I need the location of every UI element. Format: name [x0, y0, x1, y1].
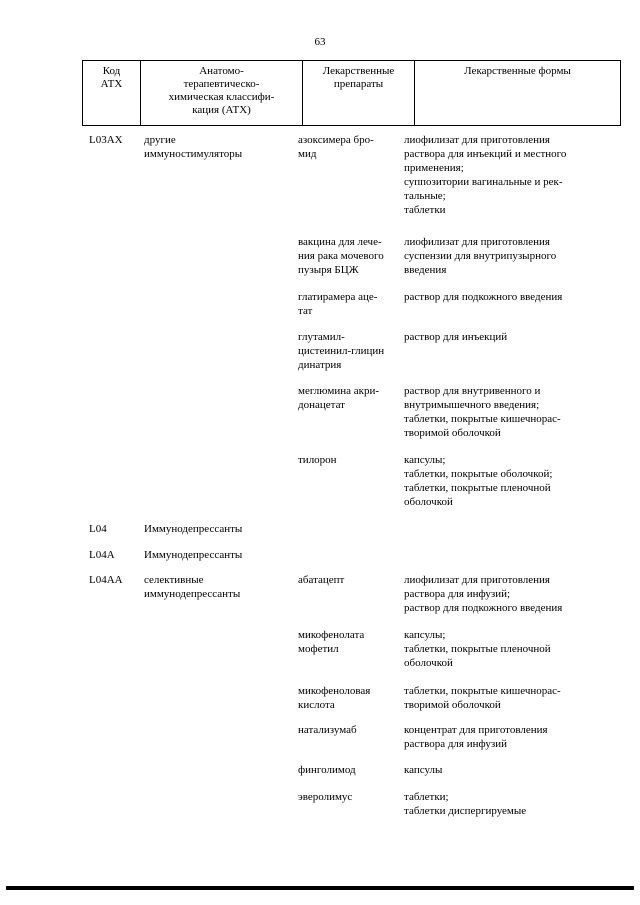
classification-cell-line: селективные	[144, 574, 204, 586]
drug-cell-line: тилорон	[298, 454, 337, 466]
drug-cell-line: глатирамера аце-	[298, 291, 378, 303]
classification-cell	[144, 573, 294, 601]
drug-cell-line: эверолимус	[298, 791, 353, 803]
drug-cell	[298, 684, 400, 712]
dosage-forms-cell-line: таблетки	[404, 204, 446, 216]
drug-cell-line: пузыря БЦЖ	[298, 264, 359, 276]
dosage-forms-cell-line: оболочкой	[404, 496, 453, 508]
drug-cell	[298, 453, 400, 467]
drug-cell-line: глутамил-	[298, 331, 345, 343]
dosage-forms-cell-line: творимой оболочкой	[404, 427, 501, 439]
header-line: Лекарственные	[322, 65, 395, 77]
dosage-forms-cell-line: раствор для подкожного введения	[404, 602, 563, 614]
drug-cell-line: ния рака мочевого	[298, 250, 384, 262]
dosage-forms-cell-line: лиофилизат для приготовления	[404, 236, 550, 248]
drug-cell-line: азоксимера бро-	[298, 134, 374, 146]
dosage-forms-cell	[404, 384, 604, 440]
header-classification	[141, 61, 303, 126]
dosage-forms-cell	[404, 723, 604, 751]
classification-cell-line: иммуностимуляторы	[144, 148, 243, 160]
dosage-forms-cell-line: лиофилизат для приготовления	[404, 134, 550, 146]
dosage-forms-cell-line: применения;	[404, 162, 464, 174]
header-line: химическая классифи-	[168, 91, 275, 103]
dosage-forms-cell-line: раствора для инфузий;	[404, 588, 511, 600]
drug-cell	[298, 790, 400, 804]
dosage-forms-cell-line: суппозитории вагинальные и рек-	[404, 176, 563, 188]
dosage-forms-cell-line: таблетки диспергируемые	[404, 805, 527, 817]
dosage-forms-cell-line: раствор для подкожного введения	[404, 291, 563, 303]
drug-cell-line: донацетат	[298, 399, 345, 411]
drug-cell-line: абатацепт	[298, 574, 345, 586]
header-line: Код	[102, 65, 121, 77]
drug-cell	[298, 384, 400, 412]
dosage-forms-cell-line: капсулы	[404, 764, 443, 776]
header-drugs	[303, 61, 415, 126]
dosage-forms-cell-line: оболочкой	[404, 657, 453, 669]
classification-cell	[144, 548, 294, 562]
drug-cell	[298, 133, 400, 161]
header-line: препараты	[333, 78, 384, 90]
drug-cell-line: натализумаб	[298, 724, 357, 736]
drug-cell	[298, 290, 400, 318]
page-number: 63	[314, 36, 326, 48]
classification-cell-line: другие	[144, 134, 176, 146]
atc-code: L04	[89, 523, 107, 535]
drug-cell	[298, 573, 400, 587]
dosage-forms-cell	[404, 628, 604, 670]
dosage-forms-cell	[404, 290, 604, 304]
dosage-forms-cell-line: суспензии для внутрипузырного	[404, 250, 557, 262]
header-code	[83, 61, 141, 126]
drug-cell-line: микофенолата	[298, 629, 365, 641]
dosage-forms-cell-line: капсулы;	[404, 454, 446, 466]
dosage-forms-cell-line: таблетки, покрытые кишечнорас-	[404, 685, 561, 697]
drug-cell-line: меглюмина акри-	[298, 385, 380, 397]
dosage-forms-cell	[404, 453, 604, 509]
dosage-forms-cell	[404, 763, 604, 777]
dosage-forms-cell-line: раствора для инъекций и местного	[404, 148, 567, 160]
classification-cell-line: Иммунодепрессанты	[144, 549, 243, 561]
dosage-forms-cell-line: раствор для внутривенного и	[404, 385, 541, 397]
dosage-forms-cell-line: тальные;	[404, 190, 446, 202]
atc-code: L03AX	[89, 134, 123, 146]
drug-cell	[298, 763, 400, 777]
drug-cell	[298, 330, 400, 372]
drug-cell-line: микофеноловая	[298, 685, 371, 697]
drug-cell	[298, 723, 400, 737]
dosage-forms-cell-line: концентрат для приготовления	[404, 724, 548, 736]
bottom-rule	[6, 886, 634, 890]
dosage-forms-cell-line: таблетки, покрытые кишечнорас-	[404, 413, 561, 425]
dosage-forms-cell	[404, 235, 604, 277]
dosage-forms-cell-line: введения	[404, 264, 447, 276]
dosage-forms-cell-line: творимой оболочкой	[404, 699, 501, 711]
classification-cell-line: Иммунодепрессанты	[144, 523, 243, 535]
dosage-forms-cell-line: внутримышечного введения;	[404, 399, 540, 411]
atc-code: L04AA	[89, 574, 123, 586]
classification-cell-line: иммунодепрессанты	[144, 588, 241, 600]
classification-cell	[144, 133, 294, 161]
drug-cell-line: тат	[298, 305, 313, 317]
drug-cell-line: динатрия	[298, 359, 342, 371]
dosage-forms-cell-line: таблетки;	[404, 791, 449, 803]
classification-cell	[144, 522, 294, 536]
dosage-forms-cell-line: таблетки, покрытые оболочкой;	[404, 468, 553, 480]
header-line: Анатомо-	[199, 65, 244, 77]
drug-cell-line: мофетил	[298, 643, 339, 655]
dosage-forms-cell-line: лиофилизат для приготовления	[404, 574, 550, 586]
dosage-forms-cell	[404, 573, 604, 615]
dosage-forms-cell	[404, 133, 604, 217]
drug-cell-line: финголимод	[298, 764, 356, 776]
dosage-forms-cell-line: таблетки, покрытые пленочной	[404, 482, 551, 494]
header-line: Лекарственные формы	[464, 65, 571, 77]
drug-cell	[298, 628, 400, 656]
header-line: терапевтическо-	[183, 78, 260, 90]
table-header	[82, 60, 621, 126]
drug-cell-line: мид	[298, 148, 317, 160]
drug-cell-line: кислота	[298, 699, 335, 711]
header-forms	[415, 61, 621, 126]
drug-cell-line: вакцина для лече-	[298, 236, 382, 248]
dosage-forms-cell-line: капсулы;	[404, 629, 446, 641]
drug-cell	[298, 235, 400, 277]
dosage-forms-cell-line: раствора для инфузий	[404, 738, 507, 750]
dosage-forms-cell-line: раствор для инъекций	[404, 331, 508, 343]
drug-cell-line: цистеинил-глицин	[298, 345, 385, 357]
dosage-forms-cell	[404, 684, 604, 712]
header-line: кация (АТХ)	[192, 104, 251, 116]
dosage-forms-cell	[404, 330, 604, 344]
dosage-forms-cell	[404, 790, 604, 818]
atc-code: L04A	[89, 549, 115, 561]
header-line: АТХ	[100, 78, 123, 90]
dosage-forms-cell-line: таблетки, покрытые пленочной	[404, 643, 551, 655]
